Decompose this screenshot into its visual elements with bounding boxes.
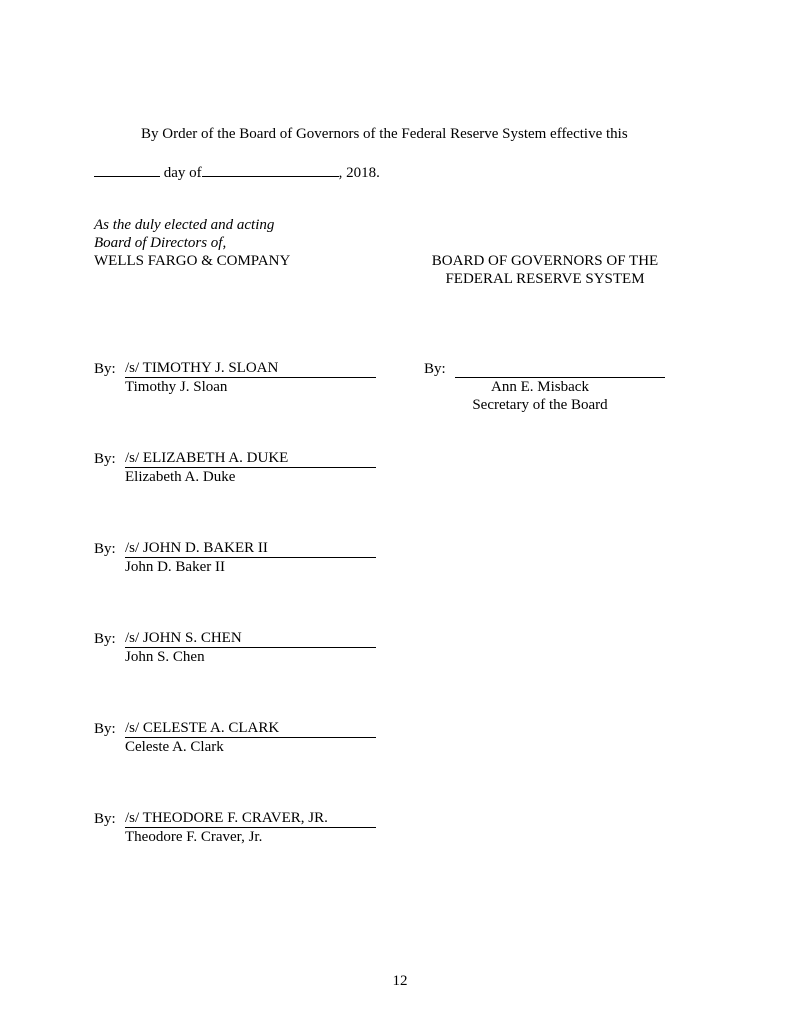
by-label: By: (94, 451, 116, 467)
day-of-label: day of (163, 165, 202, 181)
day-blank (94, 162, 160, 177)
signature-text: /s/ TIMOTHY J. SLOAN (125, 360, 279, 376)
right-header-line1: BOARD OF GOVERNORS OF THE (431, 253, 659, 269)
by-label: By: (94, 811, 116, 827)
signatory-name: Celeste A. Clark (125, 739, 224, 755)
right-header-line2: FEDERAL RESERVE SYSTEM (445, 271, 645, 287)
signature-text: /s/ THEODORE F. CRAVER, JR. (125, 810, 328, 826)
signatory-name: John D. Baker II (125, 559, 225, 575)
by-label: By: (94, 541, 116, 557)
signatory-name: Theodore F. Craver, Jr. (125, 829, 263, 845)
left-header-line2: Board of Directors of, (94, 235, 227, 251)
by-label: By: (94, 721, 116, 737)
left-header-company: WELLS FARGO & COMPANY (94, 253, 291, 269)
by-label: By: (94, 361, 116, 377)
left-header-line1: As the duly elected and acting (94, 217, 275, 233)
order-intro: By Order of the Board of Governors of the Federal Reserve System effective this (141, 126, 628, 142)
signature-text: /s/ CELESTE A. CLARK (125, 720, 280, 736)
signatory-name: Elizabeth A. Duke (125, 469, 236, 485)
page-number: 12 (392, 973, 408, 989)
signature-text: /s/ JOHN S. CHEN (125, 630, 242, 646)
signature-text: /s/ JOHN D. BAKER II (125, 540, 268, 556)
signatory-name: Timothy J. Sloan (125, 379, 228, 395)
order-date-line (94, 162, 380, 182)
signature-text: /s/ ELIZABETH A. DUKE (125, 450, 289, 466)
month-blank (202, 162, 339, 177)
signatory-name: John S. Chen (125, 649, 205, 665)
by-label: By: (94, 631, 116, 647)
fed-by-label: By: (424, 361, 446, 377)
year-label: , 2018. (338, 165, 380, 181)
fed-signatory-name: Ann E. Misback (491, 379, 589, 395)
fed-signatory-title: Secretary of the Board (472, 397, 608, 413)
